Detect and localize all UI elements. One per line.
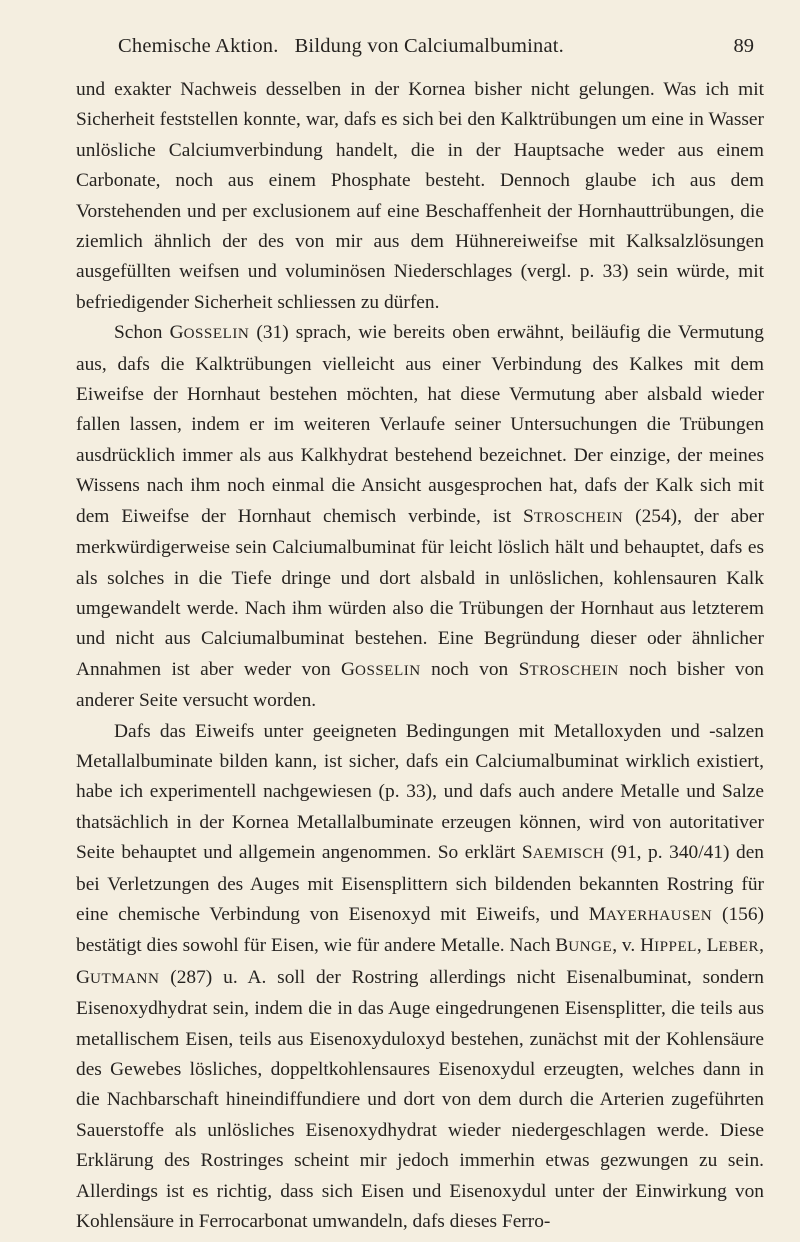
body-text (76, 75, 764, 1237)
running-head-right: Bildung von Calciumalbuminat. (294, 35, 564, 57)
running-head (118, 31, 754, 61)
author-name: GOSSELIN (341, 658, 421, 680)
text-run: Dafs das Eiweifs unter geeigneten Bedingungen mit Metalloxyden und -salzen Metallalbuminate bilden kann, ist sicher, dafs ein Calciumalbuminat wirklich existiert, habe ich experimentell nachgewiesen (p. 33), und dafs auch andere Metalle und Salze thatsächlich in der Kornea Metallalbuminate erzeugen können, wird von autoritativer Seite behauptet und allgemein angenommen. So erklärt (76, 720, 764, 864)
text-run: Schon (114, 322, 170, 344)
paragraph (76, 75, 764, 318)
text-run: (254), der aber merkwürdigerweise sein Calciumalbuminat für leicht löslich hält und behauptet, dafs es als solches in die Tiefe dringe und dort alsbald in unlöslichen, kohlensauren Kalk umgewandelt werde. Nach ihm würden also die Trübungen der Hornhaut aus letzterem und nicht aus Calciumalbuminat bestehen. Eine Begründung dieser oder ähnlicher Annahmen ist aber weder von (76, 505, 764, 680)
text-run: (287) u. A. soll der Rostring allerdings nicht Eisenalbuminat, sondern Eisenoxydhydrat sein, indem die in das Auge eingedrungenen Eisensplitter, die teils aus metallischem Eisen, teils aus Eisenoxyduloxyd bestehen, zunächst mit der Kohlensäure des Gewebes lösliches, doppeltkohlensaures Eisenoxydul erzeugten, welches dann in die Nachbarschaft hineindiffundiere und dort von dem durch die Arterien zugeführten Sauerstoffe als unlösliches Eisenoxydhydrat wieder niedergeschlagen werde. Diese Erklärung des Rostringes scheint mir jedoch immerhin etwas gezwungen zu sein. Allerdings ist es richtig, dass sich Eisen und Eisenoxydul unter der Einwirkung von Kohlensäure in Ferrocarbonat umwandeln, dafs dieses Ferro- (76, 966, 764, 1233)
author-name: LEBER (706, 935, 760, 957)
text-run: , v. (612, 935, 641, 957)
text-run: (156) bestätigt dies sowohl für Eisen, wie für andere Metalle. Nach (76, 903, 764, 957)
author-name: HIPPEL (640, 935, 697, 957)
author-name: BUNGE (555, 935, 613, 957)
page-number: 89 (733, 35, 754, 57)
author-name: GUTMANN (76, 966, 160, 988)
text-run: , (696, 935, 707, 957)
running-head-title (118, 31, 564, 61)
author-name: STROSCHEIN (518, 658, 619, 680)
paragraph (76, 318, 764, 716)
text-run: noch bisher von anderer Seite versucht worden. (76, 658, 764, 712)
text-run: , (759, 935, 764, 957)
text-run: (31) sprach, wie bereits oben erwähnt, beiläufig die Vermutung aus, dafs die Kalktrübungen vielleicht aus einer Verbindung des Kalkes mit dem Eiweifse der Hornhaut bestehen möchten, hat diese Vermutung aber alsbald wieder fallen lassen, indem er im weiteren Verlaufe seiner Untersuchungen die Trübungen ausdrücklich immer als aus Kalkhydrat bestehend bezeichnet. Der einzige, der meines Wissens nach ihm noch einmal die Ansicht ausgesprochen hat, dafs der Kalk sich mit dem Eiweifse der Hornhaut chemisch verbinde, ist (76, 322, 764, 527)
text-run: (91, p. 340/41) den bei Verletzungen des Auges mit Eisensplittern sich bildenden bekannten Rostring für eine chemische Verbindung von Eisenoxyd mit Eiweifs, und (76, 842, 764, 925)
author-name: STROSCHEIN (523, 505, 624, 527)
author-name: SAEMISCH (521, 842, 605, 864)
text-run: noch von (420, 658, 519, 680)
author-name: MAYERHAUSEN (588, 903, 713, 925)
running-head-left: Chemische Aktion. (118, 35, 279, 57)
author-name: GOSSELIN (169, 322, 250, 344)
text-run: und exakter Nachweis desselben in der Kornea bisher nicht gelungen. Was ich mit Sicherheit feststellen konnte, war, dafs es sich bei den Kalktrübungen um eine in Wasser unlösliche Calciumverbindung handelt, die in der Hauptsache weder aus einem Carbonate, noch aus einem Phosphate besteht. Dennoch glaube ich aus dem Vorstehenden und per exclusionem auf eine Beschaffenheit der Hornhauttrübungen, die ziemlich ähnlich der des von mir aus dem Hühnereiweifse mit Kalksalzlösungen ausgefüllten weifsen und voluminösen Niederschlages (vergl. p. 33) sein würde, mit befriedigender Sicherheit schliessen zu dürfen. (76, 79, 764, 313)
paragraph (76, 717, 764, 1238)
